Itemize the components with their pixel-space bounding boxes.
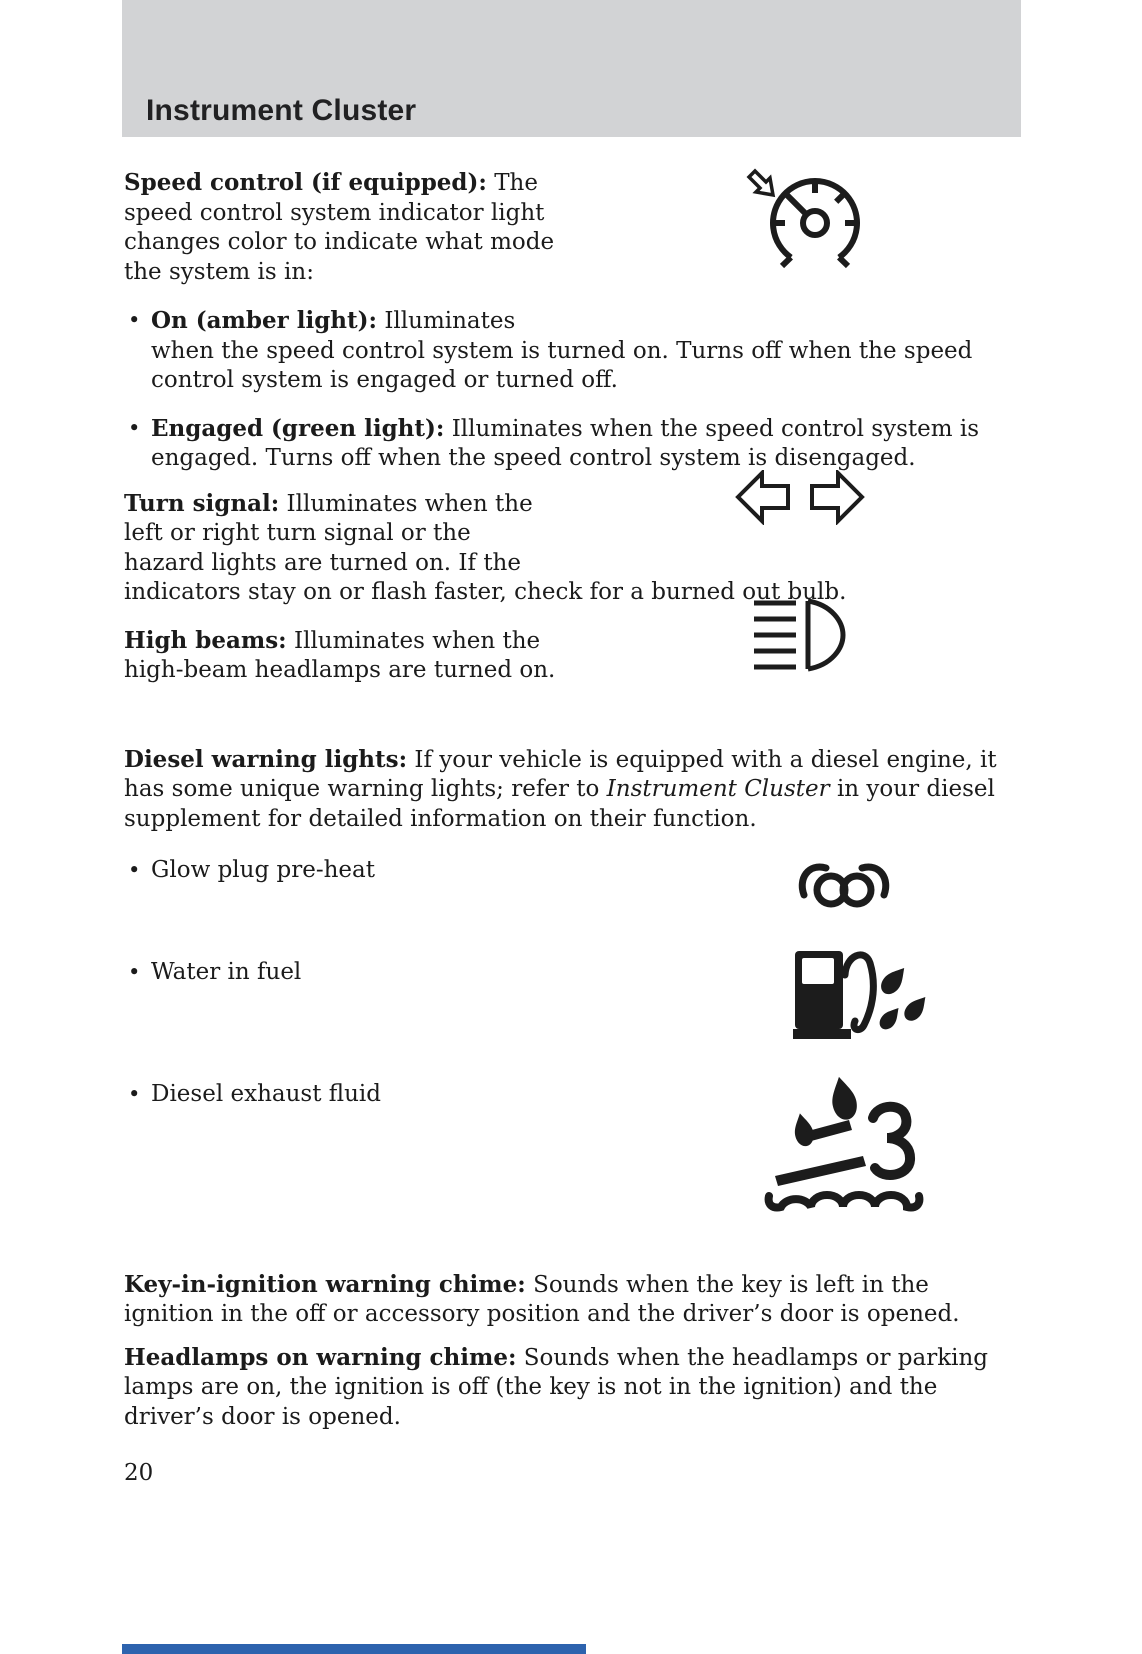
headlamps-chime-lead: Headlamps on warning chime: [124, 1343, 517, 1371]
turn-signal-text: Illuminates when the left or right turn signal or the hazard lights are turned on. If the indicators stay on or flash faster, check for a burned out bulb. [124, 490, 847, 605]
key-in-ignition-text: Sounds when the key is left in the ignition in the off or accessory position and the driver’s door is opened. [124, 1271, 960, 1327]
bullet-on-text: Illuminates when the speed control system is turned on. Turns off when the speed control system is engaged or turned off. [151, 308, 973, 393]
page-number: 20 [124, 1460, 154, 1486]
page-content [124, 168, 1012, 1432]
headlamps-chime-text: Sounds when the headlamps or parking lamps are on, the ignition is off (the key is not in the ignition) and the driver’s door is opened. [124, 1344, 989, 1430]
bullet-on-amber-light [124, 306, 1012, 396]
key-in-ignition-lead: Key-in-ignition warning chime: [124, 1270, 526, 1298]
diesel-exhaust-fluid-icon [763, 1070, 933, 1215]
headlamps-chime-paragraph [124, 1343, 1012, 1433]
speed-control-indicator-icon [737, 163, 865, 273]
turn-signal-lead: Turn signal: [124, 489, 280, 517]
speed-control-lead: Speed control (if equipped): [124, 169, 487, 196]
diesel-warning-paragraph [124, 745, 1012, 835]
bullet-engaged-lead: Engaged (green light): [151, 414, 445, 442]
bullet-engaged-green-light [124, 414, 1012, 474]
high-beams-lead: High beams: [124, 626, 287, 654]
bullet-water-in-fuel-text: Water in fuel [151, 958, 302, 985]
high-beams-text: Illuminates when the high-beam headlamps are turned on. [124, 627, 556, 683]
footer-accent-bar [122, 1644, 586, 1654]
turn-signal-arrows-icon [735, 470, 865, 525]
key-in-ignition-paragraph [124, 1270, 1012, 1330]
speed-control-paragraph [124, 168, 1012, 287]
layout-spacer [542, 306, 1012, 336]
diesel-warning-lead: Diesel warning lights: [124, 745, 408, 773]
bullet-diesel-exhaust-fluid-text: Diesel exhaust fluid [151, 1081, 381, 1107]
speed-control-bullet-list [124, 306, 1012, 474]
chapter-title: Instrument Cluster [146, 94, 417, 127]
bullet-glow-plug-text: Glow plug pre-heat [151, 857, 375, 883]
water-in-fuel-icon [793, 943, 933, 1043]
high-beams-paragraph [124, 626, 1012, 686]
turn-signal-paragraph [124, 489, 1012, 608]
high-beam-icon [750, 598, 848, 672]
bullet-on-lead: On (amber light): [151, 307, 378, 334]
glow-plug-icon [798, 853, 890, 913]
diesel-warning-italic: Instrument Cluster [606, 776, 830, 802]
diesel-warning-pre: If your vehicle is equipped with a diesel engine, it has some unique warning lights; refer to [124, 746, 997, 802]
speed-control-text: The speed control system indicator light changes color to indicate what mode the system is in: [124, 170, 555, 285]
bullet-engaged-text: Illuminates when the speed control system is engaged. Turns off when the speed control system is disengaged. [151, 415, 980, 471]
chapter-header [122, 0, 1021, 137]
diesel-warning-post: in your diesel supplement for detailed information on their function. [124, 776, 995, 832]
